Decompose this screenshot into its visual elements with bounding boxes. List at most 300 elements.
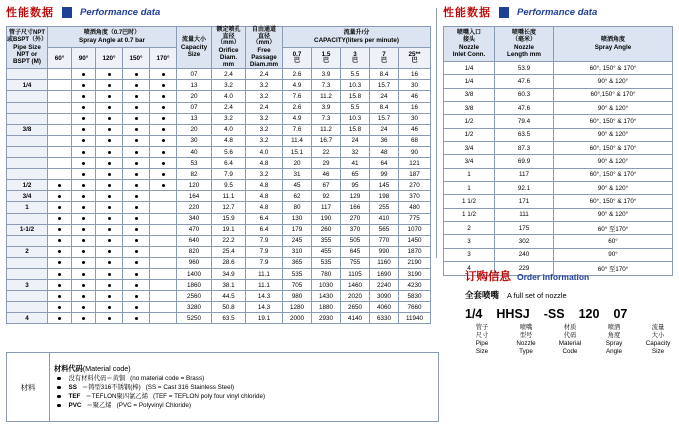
cell-angle-mark [48,280,72,291]
cell-orifice: 2.4 [212,69,246,80]
cell-orifice: 4.8 [212,135,246,146]
cell-angle-mark [48,235,72,246]
cell-nozzle-inlet: 3 [444,235,495,248]
cell-pipe-size: 1/4 [7,80,48,91]
cell-pipe-size: 4 [7,313,48,324]
cell-orifice: 44.5 [212,291,246,302]
dot-icon [135,139,138,142]
angle-90: 90° [72,48,96,69]
cell-nozzle-angle: 90° & 120° [554,128,673,141]
dot-icon [58,228,61,231]
cell-capacity-value: 535 [283,268,312,279]
order-code-example [465,307,671,321]
cell-nozzle-angle: 90° & 120° [554,155,673,168]
cell-angle-mark [96,91,123,102]
cell-capacity-size: 3280 [177,302,212,313]
cell-capacity-value: 24 [370,91,399,102]
cell-capacity-value: 990 [370,246,399,257]
cell-orifice: 38.1 [212,280,246,291]
material-code-block [6,352,439,422]
cell-capacity-size: 2560 [177,291,212,302]
cell-capacity-value: 1870 [399,246,431,257]
dot-icon [135,295,138,298]
cell-capacity-value: 62 [283,191,312,202]
cell-angle-mark [96,180,123,191]
cell-pipe-size: 1-1/2 [7,224,48,235]
cell-capacity-value: 1460 [341,280,370,291]
cell-pipe-size [7,268,48,279]
table-row [444,75,673,88]
cell-capacity-value: 32 [341,146,370,157]
cell-nozzle-angle: 60°, 150° & 170° [554,62,673,75]
cell-nozzle-inlet: 1 [444,182,495,195]
cell-free-passage: 3.2 [246,124,283,135]
vertical-divider [436,8,437,258]
cell-capacity-value: 370 [341,224,370,235]
cell-free-passage: 6.4 [246,213,283,224]
dot-icon [162,151,165,154]
cell-angle-mark [48,180,72,191]
col-nozzle-inlet: 喷嘴入口 接头 Nozzle Inlet Conn. [444,27,495,62]
cell-capacity-value: 645 [341,246,370,257]
cell-pipe-size [7,169,48,180]
table-row [7,246,431,257]
cell-angle-mark [72,135,96,146]
cell-angle-mark [72,124,96,135]
cell-capacity-value: 270 [399,180,431,191]
cell-capacity-value: 4.9 [283,113,312,124]
cell-angle-mark [123,268,150,279]
dot-icon [135,162,138,165]
cell-capacity-size: 1860 [177,280,212,291]
cell-capacity-size: 20 [177,91,212,102]
cell-capacity-size: 640 [177,235,212,246]
dot-icon [108,239,111,242]
dot-icon [162,162,165,165]
cell-angle-mark [123,302,150,313]
table-row [7,124,431,135]
cell-angle-mark [48,124,72,135]
dot-icon [82,106,85,109]
cell-nozzle-length: 69.9 [495,155,554,168]
cell-angle-mark [72,213,96,224]
cell-capacity-value: 255 [370,202,399,213]
cell-capacity-value: 68 [399,135,431,146]
cell-capacity-size: 30 [177,135,212,146]
cell-capacity-value: 20 [283,158,312,169]
cell-capacity-value: 1880 [312,302,341,313]
order-information-block [465,268,671,355]
cell-pipe-size: 2 [7,246,48,257]
dot-icon [108,128,111,131]
cell-angle-mark [96,169,123,180]
cell-angle-mark [123,91,150,102]
table-row [444,195,673,208]
cell-capacity-value: 2.6 [283,69,312,80]
cell-angle-mark [96,246,123,257]
material-content [50,353,439,422]
cell-capacity-value: 2.6 [283,102,312,113]
bullet-icon [57,377,61,381]
cell-angle-mark [150,180,177,191]
cell-pipe-size [7,257,48,268]
cell-angle-mark [72,257,96,268]
cell-capacity-value: 1430 [312,291,341,302]
cell-angle-mark [72,113,96,124]
cell-nozzle-inlet: 3/8 [444,88,495,101]
cell-capacity-value: 245 [283,235,312,246]
table-row [444,115,673,128]
cell-capacity-value: 130 [283,213,312,224]
cell-capacity-size: 40 [177,146,212,157]
table-row [444,248,673,261]
cell-orifice: 50.8 [212,302,246,313]
cell-angle-mark [96,257,123,268]
cell-pipe-size: 3/4 [7,191,48,202]
cell-capacity-value: 15.7 [370,113,399,124]
cell-angle-mark [150,102,177,113]
dot-icon [162,173,165,176]
cell-nozzle-inlet: 1/4 [444,62,495,75]
cell-capacity-value: 565 [370,224,399,235]
cell-angle-mark [150,113,177,124]
dot-icon [82,239,85,242]
cell-capacity-value: 2020 [341,291,370,302]
dot-icon [82,184,85,187]
cell-orifice: 22.2 [212,235,246,246]
cell-capacity-value: 36 [370,135,399,146]
table-row [7,224,431,235]
dot-icon [162,73,165,76]
cell-angle-mark [123,80,150,91]
cell-nozzle-angle: 60°, 150° & 170° [554,195,673,208]
cell-orifice: 19.1 [212,224,246,235]
cell-angle-mark [96,235,123,246]
cell-capacity-value: 15.8 [341,124,370,135]
col-pipe-size: 管子尺寸NPT 或BSPT（外） Pipe Size NPT or BSPT (M) [7,27,48,69]
cell-nozzle-angle: 90° & 120° [554,75,673,88]
cell-capacity-value: 3090 [370,291,399,302]
cell-free-passage: 4.8 [246,191,283,202]
cell-angle-mark [72,280,96,291]
cell-free-passage: 7.9 [246,257,283,268]
cell-pipe-size [7,213,48,224]
cell-angle-mark [150,169,177,180]
dot-icon [162,139,165,142]
cell-capacity-value: 365 [283,257,312,268]
dot-icon [58,273,61,276]
cell-orifice: 4.0 [212,91,246,102]
dot-icon [82,139,85,142]
cell-nozzle-length: 79.4 [495,115,554,128]
col-nozzle-spray-angle: 喷洒角度 Spray Angle [554,27,673,62]
cell-capacity-value: 16 [399,69,431,80]
col-orifice-diam: 额定喷孔 直径 （mm） Orifice Diam. mm [212,27,246,69]
dot-icon [82,284,85,287]
cell-angle-mark [150,257,177,268]
cell-free-passage: 11.1 [246,268,283,279]
cell-nozzle-inlet: 1/4 [444,75,495,88]
cell-angle-mark [72,191,96,202]
cell-angle-mark [150,213,177,224]
dot-icon [108,162,111,165]
cell-capacity-value: 1160 [370,257,399,268]
cell-capacity-value: 67 [312,180,341,191]
cell-capacity-value: 15.7 [370,80,399,91]
header-left-en: Performance data [80,6,161,18]
cell-capacity-value: 535 [312,257,341,268]
header-right-cn: 性能数据 [443,7,491,19]
dot-icon [108,206,111,209]
cell-capacity-value: 410 [370,213,399,224]
cell-capacity-value: 3.9 [312,69,341,80]
cell-angle-mark [96,124,123,135]
table-row [444,62,673,75]
cell-capacity-value: 16 [399,102,431,113]
dot-icon [58,217,61,220]
dot-icon [82,195,85,198]
cell-nozzle-length: 87.3 [495,142,554,155]
dot-icon [162,184,165,187]
cell-angle-mark [48,169,72,180]
cell-angle-mark [150,191,177,202]
table-row [7,235,431,246]
cell-capacity-value: 29 [312,158,341,169]
order-legend-item: 材质 代码 Material Code [558,324,582,355]
dot-icon [82,317,85,320]
cell-free-passage: 3.2 [246,80,283,91]
cell-capacity-size: 220 [177,202,212,213]
cell-nozzle-length: 175 [495,222,554,235]
cell-capacity-value: 46 [399,124,431,135]
cell-nozzle-inlet: 1/2 [444,115,495,128]
cell-pipe-size [7,302,48,313]
cell-nozzle-inlet: 3/8 [444,102,495,115]
cell-capacity-value: 117 [312,202,341,213]
cell-angle-mark [72,69,96,80]
cell-free-passage: 4.8 [246,202,283,213]
cell-angle-mark [72,268,96,279]
header-left-cn: 性能数据 [6,7,54,19]
material-item-ss: SS ＝铸型316不锈钢(棒) (SS = Cast 316 Stainless Steel) [54,383,434,392]
order-title-cn: 订购信息 [465,271,511,283]
cell-capacity-size: 20 [177,124,212,135]
cell-capacity-value: 11940 [399,313,431,324]
cell-angle-mark [72,235,96,246]
dot-icon [108,95,111,98]
dot-icon [135,317,138,320]
cell-capacity-size: 820 [177,246,212,257]
cell-nozzle-angle: 60°, 150° & 170° [554,115,673,128]
cell-capacity-value: 11.2 [312,91,341,102]
cell-capacity-value: 8.4 [370,69,399,80]
cell-free-passage: 14.3 [246,302,283,313]
dot-icon [82,128,85,131]
dot-icon [135,184,138,187]
cell-orifice: 3.2 [212,113,246,124]
cell-orifice: 6.4 [212,158,246,169]
order-subtitle-cn: 全套喷嘴 [465,290,500,300]
cell-pipe-size [7,158,48,169]
cell-free-passage: 14.3 [246,291,283,302]
dot-icon [82,95,85,98]
cell-capacity-value: 4060 [370,302,399,313]
cell-angle-mark [72,291,96,302]
cell-angle-mark [96,135,123,146]
header-divider-bar-right [499,7,509,18]
dot-icon [135,95,138,98]
cell-angle-mark [96,313,123,324]
dot-icon [108,184,111,187]
cell-free-passage: 2.4 [246,102,283,113]
cell-angle-mark [150,302,177,313]
cell-capacity-value: 2190 [399,257,431,268]
cell-nozzle-length: 302 [495,235,554,248]
angle-170: 170° [150,48,177,69]
cell-angle-mark [72,246,96,257]
material-item-brass: 没有材料代码＝黄铜 (no material code = Brass) [54,374,434,383]
material-label: 材料 [7,353,50,422]
cell-capacity-value: 1105 [341,268,370,279]
cell-free-passage: 2.4 [246,69,283,80]
cell-angle-mark [48,91,72,102]
angle-120: 120° [96,48,123,69]
dot-icon [135,117,138,120]
cell-capacity-value: 7.6 [283,91,312,102]
dot-icon [135,84,138,87]
col-capacity-size: 流量大小 Capacity Size [177,27,212,69]
cell-angle-mark [72,202,96,213]
order-subtitle-en: A full set of nozzle [507,291,567,300]
performance-table [6,26,431,324]
cell-angle-mark [96,69,123,80]
cell-nozzle-inlet: 4 [444,262,495,275]
pressure-3: 3 巴 [341,48,370,69]
cell-orifice: 34.9 [212,268,246,279]
cell-capacity-value: 11.4 [283,135,312,146]
dot-icon [108,250,111,253]
material-item-tef: TEF ＝TEFLON聚四氯乙烯 (TEF = TEFLON poly four vinyl chloride) [54,392,434,401]
cell-capacity-value: 121 [399,158,431,169]
cell-capacity-size: 07 [177,69,212,80]
dot-icon [135,128,138,131]
cell-nozzle-inlet: 1 [444,168,495,181]
cell-capacity-value: 980 [283,291,312,302]
col-spray-angle-group: 喷洒角度（0.7巴时） Spray Angle at 0.7 bar [48,27,177,48]
order-title [465,268,671,284]
dot-icon [108,139,111,142]
cell-capacity-value: 129 [341,191,370,202]
cell-free-passage: 7.9 [246,246,283,257]
cell-orifice: 12.7 [212,202,246,213]
dot-icon [58,239,61,242]
table-row [7,80,431,91]
dot-icon [82,162,85,165]
cell-capacity-value: 1450 [399,235,431,246]
col-capacity-group: 流量升/分 CAPACITY(liters per minute) [283,27,431,48]
cell-capacity-value: 15.1 [283,146,312,157]
cell-angle-mark [150,91,177,102]
cell-capacity-value: 198 [370,191,399,202]
cell-free-passage: 3.2 [246,169,283,180]
cell-angle-mark [123,158,150,169]
header-right-en: Performance data [517,6,598,18]
cell-pipe-size [7,91,48,102]
cell-capacity-value: 370 [399,191,431,202]
cell-capacity-value: 30 [399,113,431,124]
cell-capacity-size: 470 [177,224,212,235]
cell-angle-mark [150,280,177,291]
cell-capacity-value: 2000 [283,313,312,324]
table-row [7,302,431,313]
cell-free-passage: 6.4 [246,224,283,235]
dot-icon [108,151,111,154]
table-row [444,128,673,141]
bullet-icon [57,386,61,390]
table-row [7,213,431,224]
cell-angle-mark [96,113,123,124]
cell-angle-mark [150,124,177,135]
cell-capacity-value: 1280 [283,302,312,313]
order-title-en: Order information [517,272,590,282]
cell-free-passage: 3.2 [246,113,283,124]
cell-orifice: 11.1 [212,191,246,202]
cell-angle-mark [150,291,177,302]
col-free-passage: 自由通道 直径 （mm） Free Passage Diam.mm [246,27,283,69]
cell-orifice: 25.4 [212,246,246,257]
cell-orifice: 7.9 [212,169,246,180]
cell-free-passage: 4.0 [246,146,283,157]
cell-capacity-value: 775 [399,213,431,224]
dot-icon [82,217,85,220]
cell-capacity-value: 310 [283,246,312,257]
cell-angle-mark [96,146,123,157]
dot-icon [82,295,85,298]
cell-nozzle-angle: 60°, 150° & 170° [554,168,673,181]
cell-nozzle-angle: 90° [554,248,673,261]
dot-icon [58,250,61,253]
dot-icon [58,195,61,198]
cell-pipe-size [7,102,48,113]
order-legend-item: 管子 尺寸 Pipe Size [475,324,489,355]
cell-capacity-value: 270 [341,213,370,224]
cell-free-passage: 7.9 [246,235,283,246]
cell-capacity-size: 5250 [177,313,212,324]
table-row [7,91,431,102]
dot-icon [108,317,111,320]
cell-capacity-value: 95 [341,180,370,191]
cell-orifice: 5.6 [212,146,246,157]
cell-capacity-value: 11.2 [312,124,341,135]
cell-angle-mark [96,102,123,113]
cell-angle-mark [123,102,150,113]
dot-icon [108,73,111,76]
cell-nozzle-length: 47.6 [495,75,554,88]
cell-angle-mark [72,146,96,157]
cell-capacity-value: 260 [312,224,341,235]
dot-icon [108,217,111,220]
dot-icon [108,117,111,120]
dot-icon [162,128,165,131]
cell-pipe-size [7,235,48,246]
dot-icon [82,84,85,87]
dot-icon [135,273,138,276]
cell-orifice: 63.5 [212,313,246,324]
nozzle-dimension-table [443,26,673,276]
order-legend [465,324,671,355]
cell-angle-mark [48,69,72,80]
dot-icon [82,73,85,76]
